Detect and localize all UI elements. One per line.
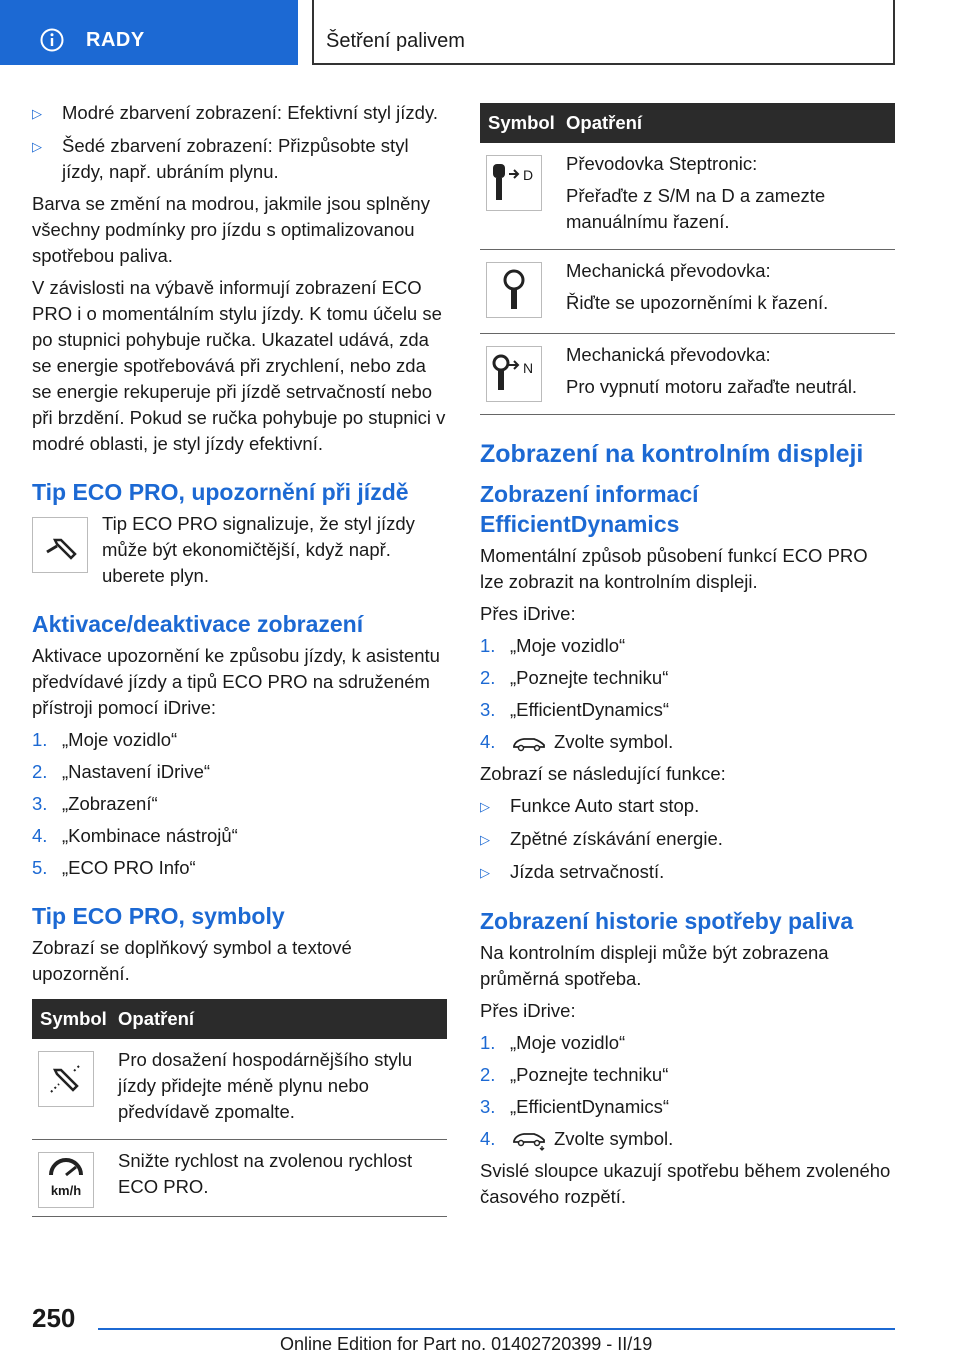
paragraph: Svislé sloupce ukazují spotřebu během zvoleného časového rozpětí.: [480, 1160, 891, 1207]
bullet-item: ▷ Modré zbarvení zobrazení: Efektivní styl jízdy.: [32, 100, 447, 127]
step-item: 2. „Nastavení iDrive“: [32, 761, 211, 782]
bullet-item: ▷ Šedé zbarvení zobrazení: Přizpůsobte styl jízdy, např. ubráním plynu.: [32, 133, 447, 185]
table-row: km/h Snižte rychlost na zvolenou rychlost ECO PRO.: [32, 1140, 447, 1217]
step-item: 5. „ECO PRO Info“: [32, 857, 196, 878]
table-row: Pro dosažení hospodárnějšího stylu jízdy přidejte méně plynu nebo předvídavě zpomalte.: [32, 1039, 447, 1140]
step-item: 1. „Moje vozidlo“: [480, 1032, 626, 1053]
chapter-title: Šetření palivem: [326, 30, 465, 52]
gear-letter: N: [523, 360, 534, 376]
column-header: Symbol: [480, 103, 558, 143]
kmh-label: km/h: [50, 1183, 82, 1198]
step-item: 4. Zvolte symbol.: [480, 729, 895, 755]
tip-text: Tip ECO PRO signalizuje, že styl jízdy může být ekonomičtější, když např. uberete plyn.: [102, 513, 415, 586]
step-item: 3. „Zobrazení“: [32, 793, 158, 814]
paragraph: Zobrazí se doplňkový symbol a textové upozornění.: [32, 937, 352, 984]
paragraph: Přes iDrive:: [480, 1000, 576, 1021]
triangle-bullet-icon: ▷: [32, 139, 42, 154]
triangle-bullet-icon: ▷: [480, 799, 490, 814]
table-header-row: [32, 999, 447, 1039]
heading-tip-warning: Tip ECO PRO, upozornění při jízdě: [32, 479, 409, 505]
left-column: [32, 100, 447, 1217]
heading-efficientdynamics: Zobrazení informací EfficientDynamics: [480, 481, 699, 537]
edition-info: Online Edition for Part no. 01402720399 - II/19: [280, 1334, 653, 1354]
step-item: 4. Zvolte symbol.: [480, 1126, 895, 1152]
paragraph: Přes iDrive:: [480, 603, 576, 624]
pedal-reduce-icon: [38, 1051, 94, 1107]
column-header: Opatření: [558, 103, 895, 143]
table-row: Mechanická převodovka: Řiďte se upozorněními k řazení.: [480, 250, 895, 334]
paragraph: Barva se změní na modrou, jakmile jsou splněny všechny podmínky pro jízdu s optimalizovanou spotřebou paliva.: [32, 193, 430, 266]
gear-lever-icon: [486, 262, 542, 318]
footer-divider: [98, 1328, 895, 1330]
bullet-item: ▷ Funkce Auto start stop.: [480, 793, 895, 820]
step-item: 1. „Moje vozidlo“: [480, 635, 626, 656]
gear-lever-neutral-icon: [486, 346, 542, 402]
car-icon: [510, 732, 548, 754]
tip-block: [32, 511, 447, 589]
table-row: N Mechanická převodovka: Pro vypnutí motoru zařaďte neutrál.: [480, 334, 895, 415]
triangle-bullet-icon: ▷: [480, 832, 490, 847]
paragraph: V závislosti na výbavě informují zobrazení ECO PRO i o momentálním stylu jízdy. K tomu účelu se po stupnici pohybuje ručka. Ukazatel udává, zda se energie spotřebovává při zrychlení, nebo zda se energie rekuperuje při jízdě setrvačností nebo při brzdění. Pokud se ručka pohybuje po stupnici v modré oblasti, je styl jízdy efektivní.: [32, 277, 446, 454]
speed-kmh-icon: [38, 1152, 94, 1208]
heading-symbols: Tip ECO PRO, symboly: [32, 903, 285, 929]
paragraph: Zobrazí se následující funkce:: [480, 763, 726, 784]
eco-tip-foot-icon: [32, 517, 88, 573]
paragraph: Momentální způsob působení funkcí ECO PRO lze zobrazit na kontrolním displeji.: [480, 545, 868, 592]
section-label: RADY: [86, 29, 145, 51]
step-item: 3. „EfficientDynamics“: [480, 1096, 670, 1117]
car-history-icon: [510, 1129, 548, 1151]
symbol-table: [32, 999, 447, 1217]
table-row: D Převodovka Steptronic: Přeřaďte z S/M na D a zamezte manuálnímu řazení.: [480, 143, 895, 250]
bullet-item: ▷ Zpětné získávání energie.: [480, 826, 895, 853]
step-item: 4. „Kombinace nástrojů“: [32, 825, 238, 846]
heading-activation: Aktivace/deaktivace zobrazení: [32, 611, 364, 637]
step-item: 2. „Poznejte techniku“: [480, 667, 669, 688]
bullet-item: ▷ Jízda setrvačností.: [480, 859, 895, 886]
section-tab: [0, 0, 298, 65]
triangle-bullet-icon: ▷: [480, 865, 490, 880]
paragraph: Na kontrolním displeji může být zobrazena průměrná spotřeba.: [480, 942, 829, 989]
info-icon: [40, 28, 64, 52]
column-header: Symbol: [32, 999, 110, 1039]
step-item: 2. „Poznejte techniku“: [480, 1064, 669, 1085]
heading-control-display: Zobrazení na kontrolním displeji: [480, 440, 864, 468]
chapter-header: [312, 0, 895, 65]
right-column: [480, 100, 895, 1216]
symbol-table: [480, 103, 895, 415]
triangle-bullet-icon: ▷: [32, 106, 42, 121]
step-item: 1. „Moje vozidlo“: [32, 729, 178, 750]
gear-lever-d-icon: [486, 155, 542, 211]
column-header: Opatření: [110, 999, 447, 1039]
step-item: 3. „EfficientDynamics“: [480, 699, 670, 720]
gear-letter: D: [523, 167, 534, 183]
table-header-row: [480, 103, 895, 143]
page-number: 250: [32, 1303, 76, 1333]
heading-history: Zobrazení historie spotřeby paliva: [480, 908, 854, 934]
paragraph: Aktivace upozornění ke způsobu jízdy, k asistentu předvídavé jízdy a tipů ECO PRO na sdruženém přístroji pomocí iDrive:: [32, 645, 440, 718]
